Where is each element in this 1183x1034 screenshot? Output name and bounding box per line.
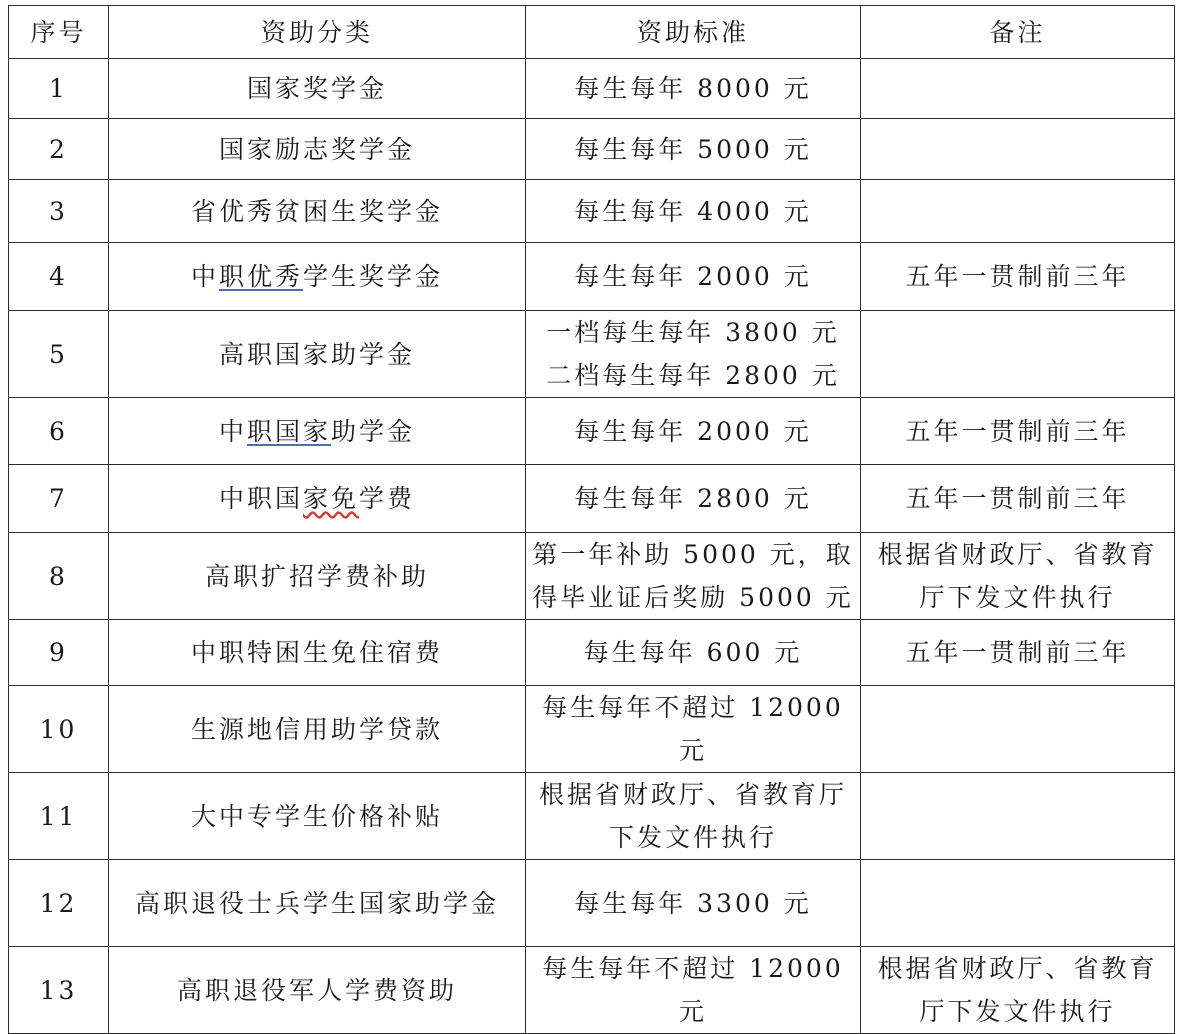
row-note	[861, 119, 1175, 180]
row-standard: 每生每年 5000 元	[526, 119, 861, 180]
table-header-row	[9, 6, 1175, 59]
row-note: 五年一贯制前三年	[861, 465, 1175, 533]
row-index: 9	[9, 620, 109, 686]
header-standard: 资助标准	[526, 6, 861, 59]
row-index: 4	[9, 243, 109, 311]
table-row	[9, 533, 1175, 620]
row-note	[861, 686, 1175, 773]
row-index: 7	[9, 465, 109, 533]
standard-line: 第一年补助 5000 元，取	[532, 540, 854, 569]
row-index: 1	[9, 59, 109, 119]
header-index: 序号	[9, 6, 109, 59]
row-category: 高职退役军人学费资助	[109, 947, 526, 1034]
row-note	[861, 860, 1175, 947]
table-row	[9, 947, 1175, 1034]
standard-line: 下发文件执行	[608, 823, 777, 852]
row-note	[861, 311, 1175, 398]
row-category	[109, 243, 526, 311]
category-text-part: 中职国	[218, 484, 303, 513]
header-category: 资助分类	[109, 6, 526, 59]
row-note	[861, 59, 1175, 119]
row-standard: 每生每年 4000 元	[526, 180, 861, 243]
row-category: 高职国家助学金	[109, 311, 526, 398]
row-category: 省优秀贫困生奖学金	[109, 180, 526, 243]
table-row	[9, 180, 1175, 243]
row-index: 3	[9, 180, 109, 243]
row-category: 国家奖学金	[109, 59, 526, 119]
row-note	[861, 533, 1175, 620]
row-category	[109, 398, 526, 465]
subsidy-table	[8, 5, 1175, 1034]
row-note	[861, 773, 1175, 860]
table-row	[9, 465, 1175, 533]
category-text-part: 中	[218, 416, 247, 446]
standard-line: 一档每生每年 3800 元	[546, 318, 840, 347]
table-row	[9, 398, 1175, 465]
header-note: 备注	[861, 6, 1175, 59]
note-line: 根据省财政厅、省教育	[877, 540, 1158, 569]
row-standard: 每生每年 2000 元	[526, 243, 861, 311]
note-line: 根据省财政厅、省教育	[877, 954, 1158, 983]
row-note: 五年一贯制前三年	[861, 620, 1175, 686]
row-category: 高职扩招学费补助	[109, 533, 526, 620]
row-note	[861, 947, 1175, 1034]
table-row	[9, 243, 1175, 311]
row-category: 国家励志奖学金	[109, 119, 526, 180]
table-row	[9, 773, 1175, 860]
row-note: 五年一贯制前三年	[861, 398, 1175, 465]
grammar-underlined-text: 职国家	[246, 416, 331, 446]
row-index: 11	[9, 773, 109, 860]
row-index: 6	[9, 398, 109, 465]
row-standard: 每生每年 8000 元	[526, 59, 861, 119]
row-standard: 每生每年不超过 12000 元	[526, 947, 861, 1034]
row-standard: 每生每年 600 元	[526, 620, 861, 686]
row-index: 2	[9, 119, 109, 180]
note-line: 厅下发文件执行	[919, 583, 1116, 612]
category-text-part: 学费	[359, 484, 416, 513]
category-text-part: 助学金	[331, 416, 416, 446]
table-row	[9, 119, 1175, 180]
row-standard: 每生每年 2000 元	[526, 398, 861, 465]
row-standard: 每生每年 2800 元	[526, 465, 861, 533]
row-index: 10	[9, 686, 109, 773]
standard-line: 得毕业证后奖励 5000 元	[532, 583, 854, 612]
row-note: 五年一贯制前三年	[861, 243, 1175, 311]
category-text-part: 中	[190, 262, 219, 291]
row-category: 中职特困生免住宿费	[109, 620, 526, 686]
row-index: 5	[9, 311, 109, 398]
category-text-part: 学生奖学金	[303, 262, 444, 291]
row-standard	[526, 773, 861, 860]
row-standard: 每生每年 3300 元	[526, 860, 861, 947]
note-line: 厅下发文件执行	[919, 997, 1116, 1026]
table-row	[9, 620, 1175, 686]
row-standard	[526, 533, 861, 620]
table-row	[9, 59, 1175, 119]
table-row	[9, 311, 1175, 398]
row-index: 12	[9, 860, 109, 947]
table-row	[9, 860, 1175, 947]
row-category: 高职退役士兵学生国家助学金	[109, 860, 526, 947]
standard-line: 二档每生每年 2800 元	[546, 361, 840, 390]
grammar-underlined-text: 职优秀	[218, 262, 303, 291]
row-category: 大中专学生价格补贴	[109, 773, 526, 860]
table-row	[9, 686, 1175, 773]
row-index: 13	[9, 947, 109, 1034]
row-category	[109, 465, 526, 533]
spelling-underlined-text: 家免	[302, 484, 359, 513]
row-standard: 每生每年不超过 12000 元	[526, 686, 861, 773]
row-category: 生源地信用助学贷款	[109, 686, 526, 773]
row-standard	[526, 311, 861, 398]
row-index: 8	[9, 533, 109, 620]
row-note	[861, 180, 1175, 243]
standard-line: 根据省财政厅、省教育厅	[538, 780, 847, 809]
